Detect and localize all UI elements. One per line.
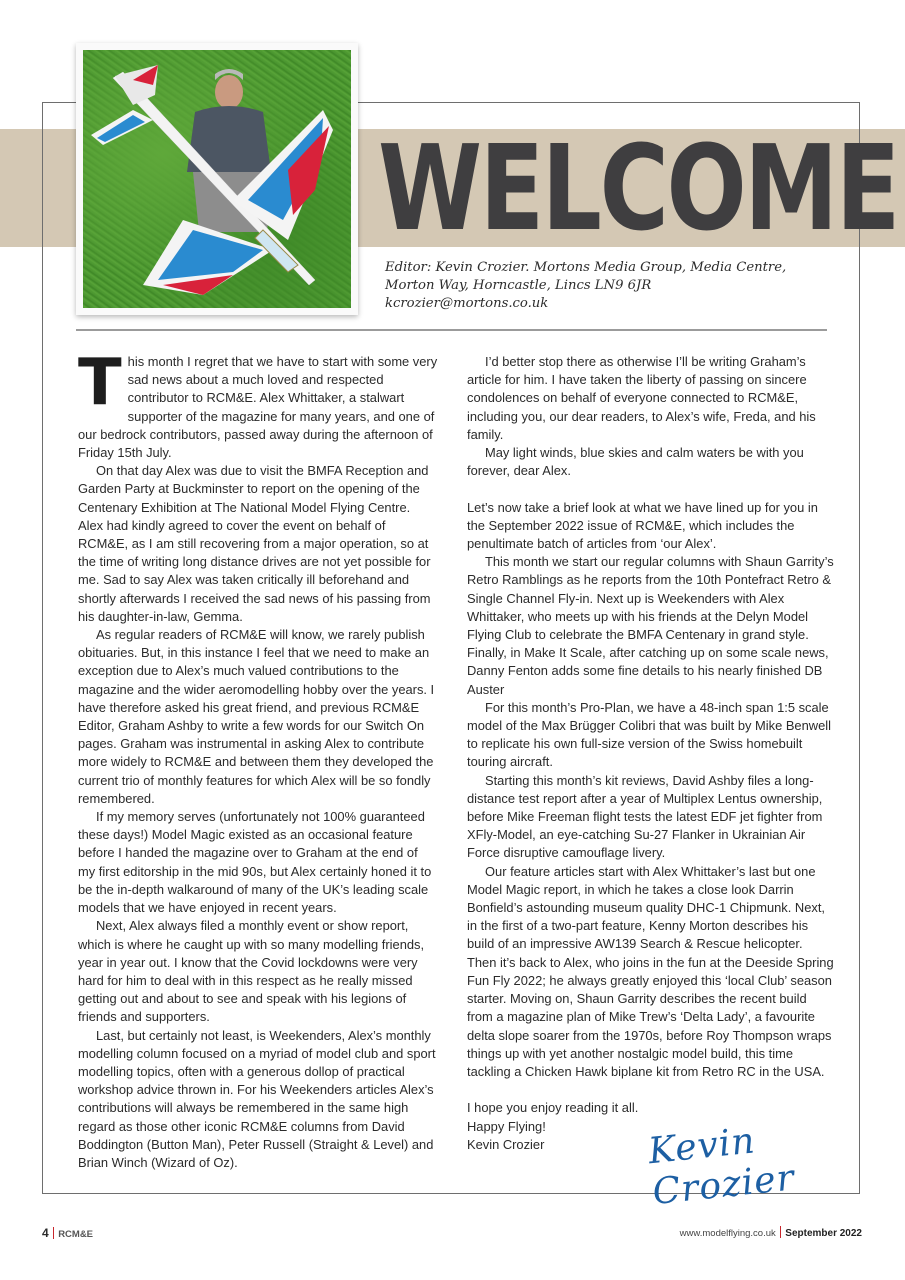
paragraph-3: As regular readers of RCM&E will know, we rarely publish obituaries. But, in this instance I feel that we need to make an exception due to Alex’s much valued contributions to the magazine and the wider aeromodelling hobby over the years. I have therefore asked his great friend, and previous RCM&E Editor, Graham Ashby to write a few words for our Switch On pages. Graham was instrumental in asking Alex to contribute more widely to RCM&E and between them they developed the current trio of monthly features for which Alex will be so fondly remembered. (78, 627, 435, 806)
website-link[interactable]: www.modelflying.co.uk (679, 1228, 776, 1239)
signoff-line-1: I hope you enjoy reading it all. (467, 1100, 639, 1116)
paragraph-gap (467, 480, 835, 498)
article-column-right (467, 353, 835, 1154)
paragraph-gap (467, 1081, 835, 1099)
paragraph-pro-plan: For this month’s Pro-Plan, we have a 48-inch span 1:5 scale model of the Max Brügger Colibri that was built by Mike Benwell to replicate his own full-size version of the Swiss homebuilt touring aircraft. (467, 699, 831, 770)
paragraph-1-text: his month I regret that we have to start with some very sad news about a much loved and respected contributor to RCM&E. Alex Whittaker, a stalwart supporter of the magazine for many years, and one of our bedrock contributors, passed away during the afternoon of Friday 15th July. (78, 354, 438, 461)
page-number: 4 (42, 1226, 49, 1240)
paragraph-5: Next, Alex always filed a monthly event or show report, which is where he caught up with so many modelling friends, year in year out. I know that the Covid lockdowns were very hard for him to deal with in this respect as he really missed getting out and about to see and speak with his legions of friends and supporters. (78, 918, 425, 1025)
footer-left (42, 1226, 93, 1240)
paragraph-2: On that day Alex was due to visit the BMFA Reception and Garden Party at Buckminster to report on the opening of the Centenary Exhibition at The National Model Flying Centre. Alex had kindly agreed to cover the event on behalf of RCM&E, as I am still recovering from a major operation, so at the time of writing long distance drives are not yet possible for me. Sad to say Alex was taken critically ill beforehand and shortly afterwards I received the sad news of his passing from his daughter-in-law, Gemma. (78, 463, 431, 624)
paragraph-6: Last, but certainly not least, is Weekenders, Alex’s monthly modelling column focused on a myriad of model club and sport modelling topics, often with a generous dollop of practical workshop advice thrown in. For his Weekenders articles Alex’s contributions will always be remembered in the same high regard as those other iconic RCM&E columns from David Boddington (Button Man), Peter Russell (Straight & Level) and Brian Winch (Wizard of Oz). (78, 1027, 436, 1170)
header-photo (76, 43, 358, 315)
editor-name-line: Editor: Kevin Crozier. Mortons Media Group, Media Centre, (385, 260, 787, 275)
signoff-line-2: Happy Flying! (467, 1118, 546, 1134)
paragraph-kit-reviews: Starting this month’s kit reviews, David Ashby files a long-distance test report after a year of Multiplex Lentus ownership, before Mike Freeman flight tests the latest EDF jet fighter from XFly-Model, an eye-catching Su-27 Flanker in Ukrainian Air Force disruptive camouflage livery. (467, 772, 823, 861)
issue-date: September 2022 (785, 1228, 862, 1239)
magazine-name: RCM&E (58, 1229, 94, 1240)
issue-intro: Let’s now take a brief look at what we have lined up for you in the September 2022 issue of RCM&E, which includes the penultimate batch of articles from ‘our Alex’. (467, 499, 818, 552)
footer-separator (780, 1226, 782, 1238)
photo-image (83, 50, 351, 308)
page-title: WELCOME (378, 119, 898, 257)
editor-address-line: Morton Way, Horncastle, Lincs LN9 6JR (385, 278, 652, 293)
header-divider (76, 329, 827, 331)
footer-right (680, 1226, 862, 1239)
paragraph-features: Our feature articles start with Alex Whittaker’s last but one Model Magic report, in which he takes a close look Darrin Bonfield’s astounding museum quality DHC-1 Chipmunk. Next, in the first of a two-part feature, Kenny Morton describes his build of an impressive AW139 Search & Rescue helicopter. Then it’s back to Alex, who joins in the fun at the Deeside Spring Fun Fly 2022; he always greatly enjoyed this ‘local Club’ season starter. Moving on, Shaun Garrity describes the recent build from a magazine plan of Mike Trew’s ‘Delta Lady’, a favourite delta slope soarer from the 1970s, before Roy Thompson wraps things up with yet another nostalgic model build, this time tackling a Chicken Hawk biplane kit from Retro RC in the USA. (467, 863, 834, 1079)
paragraph-columns: This month we start our regular columns with Shaun Garrity’s Retro Ramblings as he reports from the 10th Pontefract Retro & Single Channel Fly-in. Next up is Weekenders with Alex Whittaker, who meets up with his friends at the Delyn Model Flying Club to celebrate the BMFA Centenary in grand style. Finally, in Make It Scale, after catching up on some scale news, Danny Fenton adds some fine details to his nearly finished DB Auster (467, 554, 834, 697)
paragraph-7: I’d better stop there as otherwise I’ll be writing Graham’s article for him. I have taken the liberty of passing on sincere condolences on behalf of everyone connected to RCM&E, including you, our dear readers, to Alex’s wife, Freda, and his family. (467, 354, 816, 442)
dropcap: T (78, 346, 122, 420)
model-jet-illustration (83, 50, 351, 308)
article-column-left (78, 346, 438, 1172)
paragraph-1 (78, 346, 438, 462)
paragraph-4: If my memory serves (unfortunately not 100% guaranteed these days!) Model Magic existed as an occasional feature before I handed the magazine over to Graham at the end of my first editorship in the mid 90s, but Alex certainly honed it to be the in-depth walkaround of many of the UK’s leading scale models that we have enjoyed in recent years. (78, 809, 432, 916)
paragraph-8: May light winds, blue skies and calm waters be with you forever, dear Alex. (467, 445, 804, 479)
footer-separator (53, 1227, 55, 1239)
signoff-name: Kevin Crozier (467, 1136, 545, 1152)
editor-email[interactable]: kcrozier@mortons.co.uk (385, 296, 549, 311)
editor-credit (385, 259, 786, 313)
handwritten-signature: Kevin Crozier (646, 1120, 797, 1214)
